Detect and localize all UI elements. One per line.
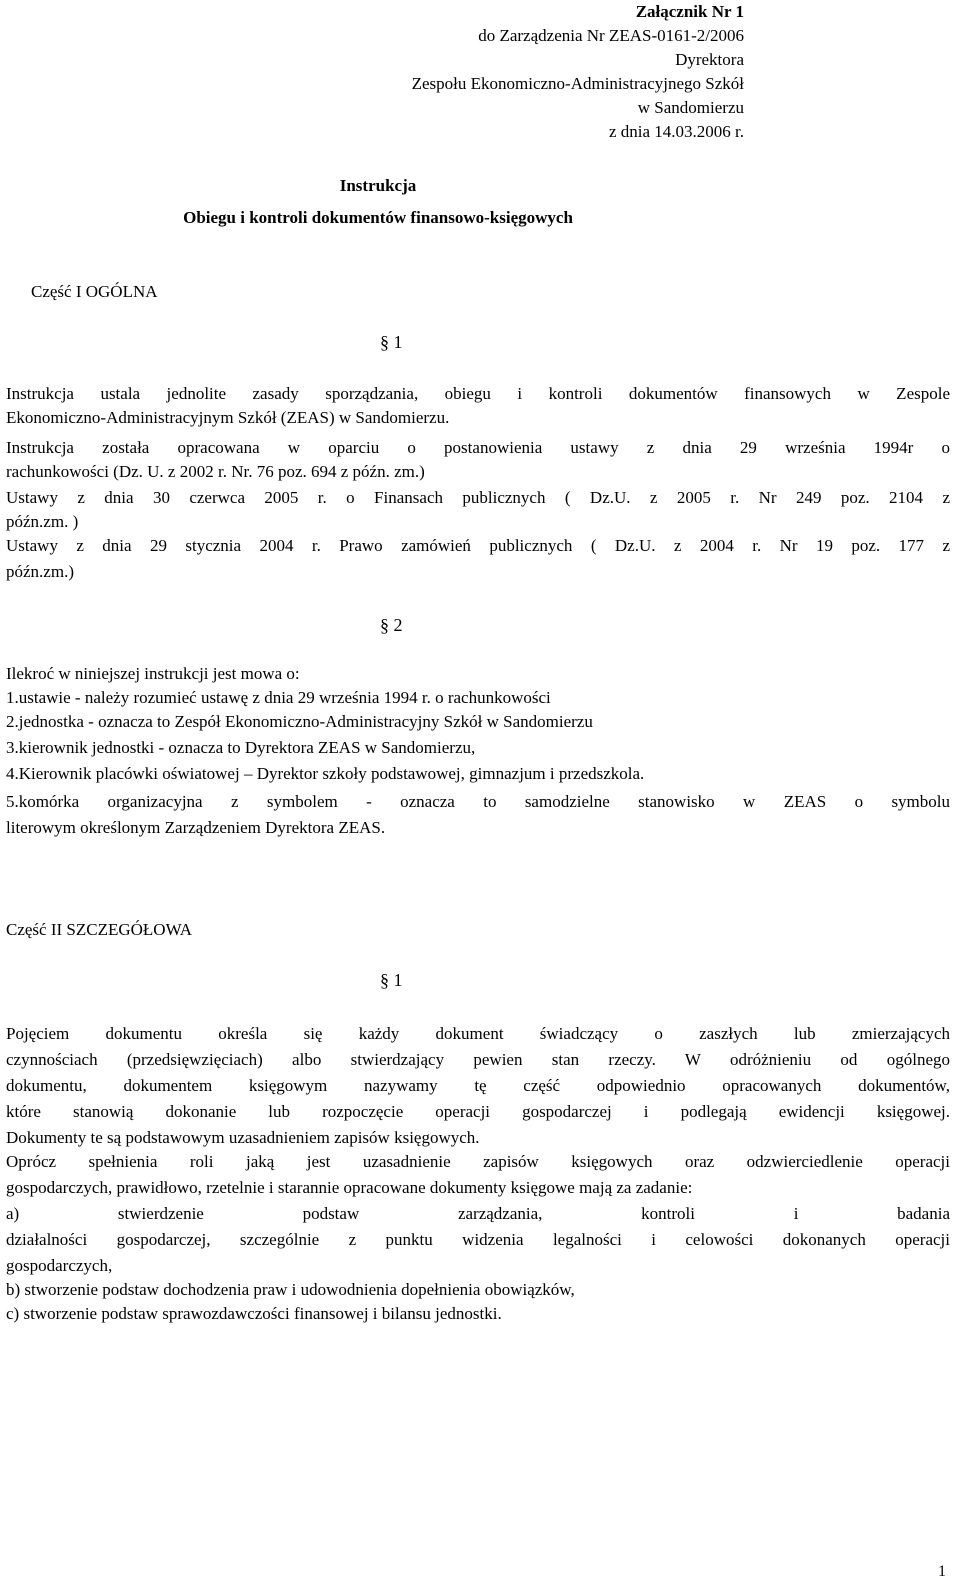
page-number: 1 bbox=[938, 1563, 946, 1580]
part-one-section-one-line-8: późn.zm.) bbox=[6, 562, 74, 581]
part-two-section-one-line-3: dokumentu, dokumentem księgowym nazywamy tę część odpowiednio opracowanych dokumentów, bbox=[6, 1076, 950, 1095]
part-one-section-one-line-4: rachunkowości (Dz. U. z 2002 r. Nr. 76 poz. 694 z późn. zm.) bbox=[6, 462, 425, 481]
attachment-line-director: Dyrektora bbox=[675, 50, 744, 69]
part-two-section-one-line-6: Oprócz spełnienia roli jaką jest uzasadnienie zapisów księgowych oraz odzwierciedlenie operacji bbox=[6, 1152, 950, 1171]
part-two-section-one-line-11: b) stworzenie podstaw dochodzenia praw i udowodnienia dopełnienia obowiązków, bbox=[6, 1280, 575, 1299]
part-two-section-one-line-2: czynnościach (przedsięwzięciach) albo stwierdzający pewien stan rzeczy. W odróżnieniu od ogólnego bbox=[6, 1050, 950, 1069]
attachment-line-ordinance: do Zarządzenia Nr ZEAS-0161-2/2006 bbox=[478, 26, 744, 45]
part-two-heading: Część II SZCZEGÓŁOWA bbox=[6, 920, 193, 939]
part-two-section-one-sign: § 1 bbox=[380, 970, 403, 990]
attachment-line-institution: Zespołu Ekonomiczno-Administracyjnego Szkół bbox=[411, 74, 744, 93]
part-two-section-one-line-4: które stanowią dokonanie lub rozpoczęcie operacji gospodarczej i podlegają ewidencji księgowej. bbox=[6, 1102, 950, 1121]
document-title: Instrukcja bbox=[339, 176, 417, 195]
part-one-section-one-line-1: Instrukcja ustala jednolite zasady sporządzania, obiegu i kontroli dokumentów finansowych w Zespole bbox=[6, 384, 950, 403]
part-one-section-two-line-2: 1.ustawie - należy rozumieć ustawę z dnia 29 września 1994 r. o rachunkowości bbox=[6, 688, 551, 707]
attachment-line-location: w Sandomierzu bbox=[637, 98, 744, 117]
part-two-section-one-line-12: c) stworzenie podstaw sprawozdawczości finansowej i bilansu jednostki. bbox=[6, 1304, 502, 1323]
part-one-section-one-line-5: Ustawy z dnia 30 czerwca 2005 r. o Finansach publicznych ( Dz.U. z 2005 r. Nr 249 poz. 2104 z bbox=[6, 488, 950, 507]
part-two-section-one-line-10: gospodarczych, bbox=[6, 1256, 113, 1275]
part-one-section-two-line-6: 5.komórka organizacyjna z symbolem - oznacza to samodzielne stanowisko w ZEAS o symbolu bbox=[6, 792, 950, 811]
part-one-section-one-line-7: Ustawy z dnia 29 stycznia 2004 r. Prawo zamówień publicznych ( Dz.U. z 2004 r. Nr 19 poz. 177 z bbox=[6, 536, 950, 555]
part-one-section-one-line-6: późn.zm. ) bbox=[6, 512, 79, 531]
attachment-line-date: z dnia 14.03.2006 r. bbox=[608, 122, 744, 141]
part-one-section-two-sign: § 2 bbox=[380, 615, 403, 635]
attachment-title: Załącznik Nr 1 bbox=[635, 2, 744, 21]
part-one-section-two-line-7: literowym określonym Zarządzeniem Dyrektora ZEAS. bbox=[6, 818, 386, 837]
part-one-section-one-line-3: Instrukcja została opracowana w oparciu o postanowienia ustawy z dnia 29 września 1994r o bbox=[6, 438, 950, 457]
part-two-section-one-line-1: Pojęciem dokumentu określa się każdy dokument świadczący o zaszłych lub zmierzających bbox=[6, 1024, 950, 1043]
part-two-section-one-line-8: a) stwierdzenie podstaw zarządzania, kontroli i badania bbox=[6, 1204, 950, 1223]
document-subtitle: Obiegu i kontroli dokumentów finansowo-księgowych bbox=[183, 208, 573, 227]
part-one-section-two-line-3: 2.jednostka - oznacza to Zespół Ekonomiczno-Administracyjny Szkół w Sandomierzu bbox=[6, 712, 593, 731]
part-one-heading: Część I OGÓLNA bbox=[31, 282, 158, 301]
part-two-section-one-line-5: Dokumenty te są podstawowym uzasadnieniem zapisów księgowych. bbox=[6, 1128, 480, 1147]
part-one-section-one-line-2: Ekonomiczno-Administracyjnym Szkół (ZEAS) w Sandomierzu. bbox=[6, 408, 450, 427]
part-one-section-two-line-5: 4.Kierownik placówki oświatowej – Dyrektor szkoły podstawowej, gimnazjum i przedszkola. bbox=[6, 764, 645, 783]
part-two-section-one-line-9: działalności gospodarczej, szczególnie z punktu widzenia legalności i celowości dokonanych operacji bbox=[6, 1230, 950, 1249]
part-one-section-two-line-1: Ilekroć w niniejszej instrukcji jest mowa o: bbox=[6, 664, 300, 683]
part-one-section-one-sign: § 1 bbox=[380, 332, 403, 352]
part-one-section-two-line-4: 3.kierownik jednostki - oznacza to Dyrektora ZEAS w Sandomierzu, bbox=[6, 738, 476, 757]
part-two-section-one-line-7: gospodarczych, prawidłowo, rzetelnie i starannie opracowane dokumenty księgowe mają za zadanie: bbox=[6, 1178, 693, 1197]
